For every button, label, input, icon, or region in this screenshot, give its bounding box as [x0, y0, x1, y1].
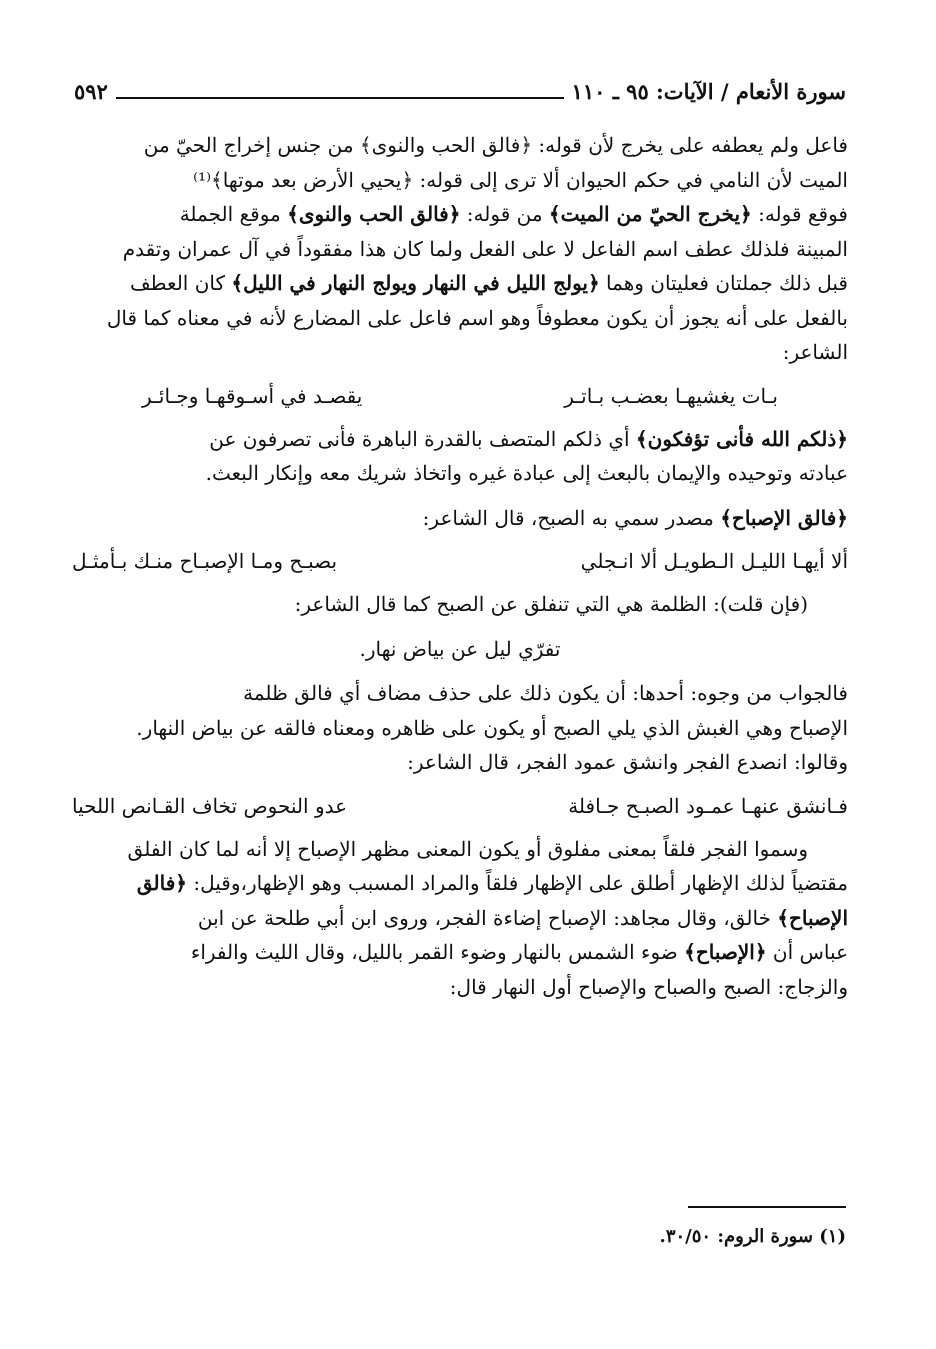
text-line — [72, 935, 848, 970]
text-line: وقالوا: انصدع الفجر وانشق عمود الفجر، قال الشاعر: — [407, 750, 848, 774]
quran-quote: ﴿الإصباح﴾ — [684, 940, 767, 964]
text-span: كان العطف — [129, 271, 232, 295]
text-span: مقتضياً لذلك الإظهار أطلق على الإظهار فلقاً والمراد المسبب وهو الإظهار،وقيل: — [187, 871, 848, 895]
poetry-verse — [72, 786, 848, 826]
text-line: فاعل ولم يعطفه على يخرج لأن قوله: ﴿فالق الحب والنوى﴾ من جنس إخراج الحيّ من — [143, 133, 848, 157]
text-line: فالجواب من وجوه: أحدها: أن يكون ذلك على حذف مضاف أي فالق ظلمة — [243, 681, 848, 705]
text-line: بالفعل على أنه يجوز أن يكون معطوفاً وهو اسم فاعل على المضارع لأنه في معناه كما قال — [106, 305, 848, 330]
text-line — [72, 866, 848, 901]
text-line: والزجاج: الصبح والصباح والإصباح أول النهار قال: — [449, 974, 848, 999]
text-span: خالق، وقال مجاهد: الإصباح إضاءة الفجر، وروى ابن أبي طلحة عن ابن — [197, 905, 778, 930]
text-span: ضوء الشمس بالنهار وضوء القمر بالليل، وقال الليث والفراء — [190, 940, 685, 964]
text-line: الإصباح وهي الغبش الذي يلي الصبح أو يكون على ظاهره ومعناه فالقه عن بياض النهار. — [136, 715, 848, 740]
text-line — [72, 266, 848, 301]
verse-first-hemistich: بـات يغشيهـا بعضـب بـاتـر — [564, 383, 778, 408]
running-title: سورة الأنعام / الآيات: ٩٥ ـ ١١٠ — [571, 78, 846, 104]
quran-quote: ﴿يولج الليل في النهار ويولج النهار في الليل﴾ — [231, 271, 600, 295]
quoted-hemistich: تفرّي ليل عن بياض نهار. — [359, 636, 561, 661]
quran-quote: ﴿ذلكم الله فأنى تؤفكون﴾ — [635, 426, 848, 451]
text-line — [72, 901, 848, 936]
text-span: فوقع قوله: — [751, 202, 848, 226]
verse-second-hemistich: بصبـح ومـا الإصبـاح منـك بـأمثـل — [72, 549, 338, 573]
text-span: مصدر سمي به الصبح، قال الشاعر: — [422, 505, 721, 530]
text-line — [72, 197, 848, 232]
text-line — [72, 501, 848, 536]
page-number: ٥٩٢ — [74, 78, 108, 104]
quran-quote: ﴿فالق الحب والنوى﴾ — [287, 202, 461, 226]
page-header — [74, 76, 846, 106]
quran-quote: ﴿يخرج الحيّ من الميت﴾ — [548, 202, 752, 226]
verse-second-hemistich: عدو النحوص تخاف القـانص اللحيا — [72, 793, 348, 818]
poetry-verse — [72, 376, 848, 416]
quran-quote: الإصباح﴾ — [777, 905, 848, 930]
verse-first-hemistich: فـانشق عنهـا عمـود الصبـح جـافلة — [568, 793, 848, 818]
footnote-rule — [688, 1206, 846, 1208]
main-text — [72, 128, 848, 1004]
text-span: من قوله: — [460, 202, 549, 226]
poetry-verse — [72, 541, 848, 581]
footnote: (١) سورة الروم: ٣٠/٥٠. — [659, 1226, 846, 1247]
text-line: عبادته وتوحيده والإيمان بالبعث إلى عبادة غيره واتخاذ شريك معه وإنكار البعث. — [205, 461, 848, 485]
header-rule — [116, 83, 564, 99]
text-line: وسموا الفجر فلقاً بمعنى مفلوق أو يكون المعنى مظهر الإصباح إلا أنه لما كان الفلق — [127, 836, 808, 861]
text-span: قبل ذلك جملتان فعليتان وهما — [599, 271, 848, 295]
text-span: أي ذلكم المتصف بالقدرة الباهرة فأنى تصرفون عن — [209, 426, 636, 451]
verse-first-hemistich: ألا أيهـا الليـل الـطويـل ألا انـجلي — [580, 549, 848, 573]
text-line: المبينة فلذلك عطف اسم الفاعل لا على الفعل ولما كان هذا مفقوداً في آل عمران وتقدم — [122, 236, 848, 261]
quran-quote: ﴿فالق — [136, 871, 187, 895]
text-span: موقع الجملة — [179, 202, 288, 226]
text-line: (فإن قلت): الظلمة هي التي تنفلق عن الصبح كما قال الشاعر: — [294, 592, 808, 616]
text-span: عباس أن — [766, 940, 848, 964]
text-line — [72, 422, 848, 457]
quran-quote: ﴿فالق الإصباح﴾ — [720, 505, 848, 530]
text-line: الشاعر: — [782, 340, 848, 364]
verse-second-hemistich: يقصـد في أسـوقهـا وجـائـر — [142, 383, 363, 408]
text-line: الميت لأن النامي في حكم الحيوان ألا ترى إلى قوله: ﴿يحيي الأرض بعد موتها﴾⁽¹⁾ — [193, 167, 848, 192]
